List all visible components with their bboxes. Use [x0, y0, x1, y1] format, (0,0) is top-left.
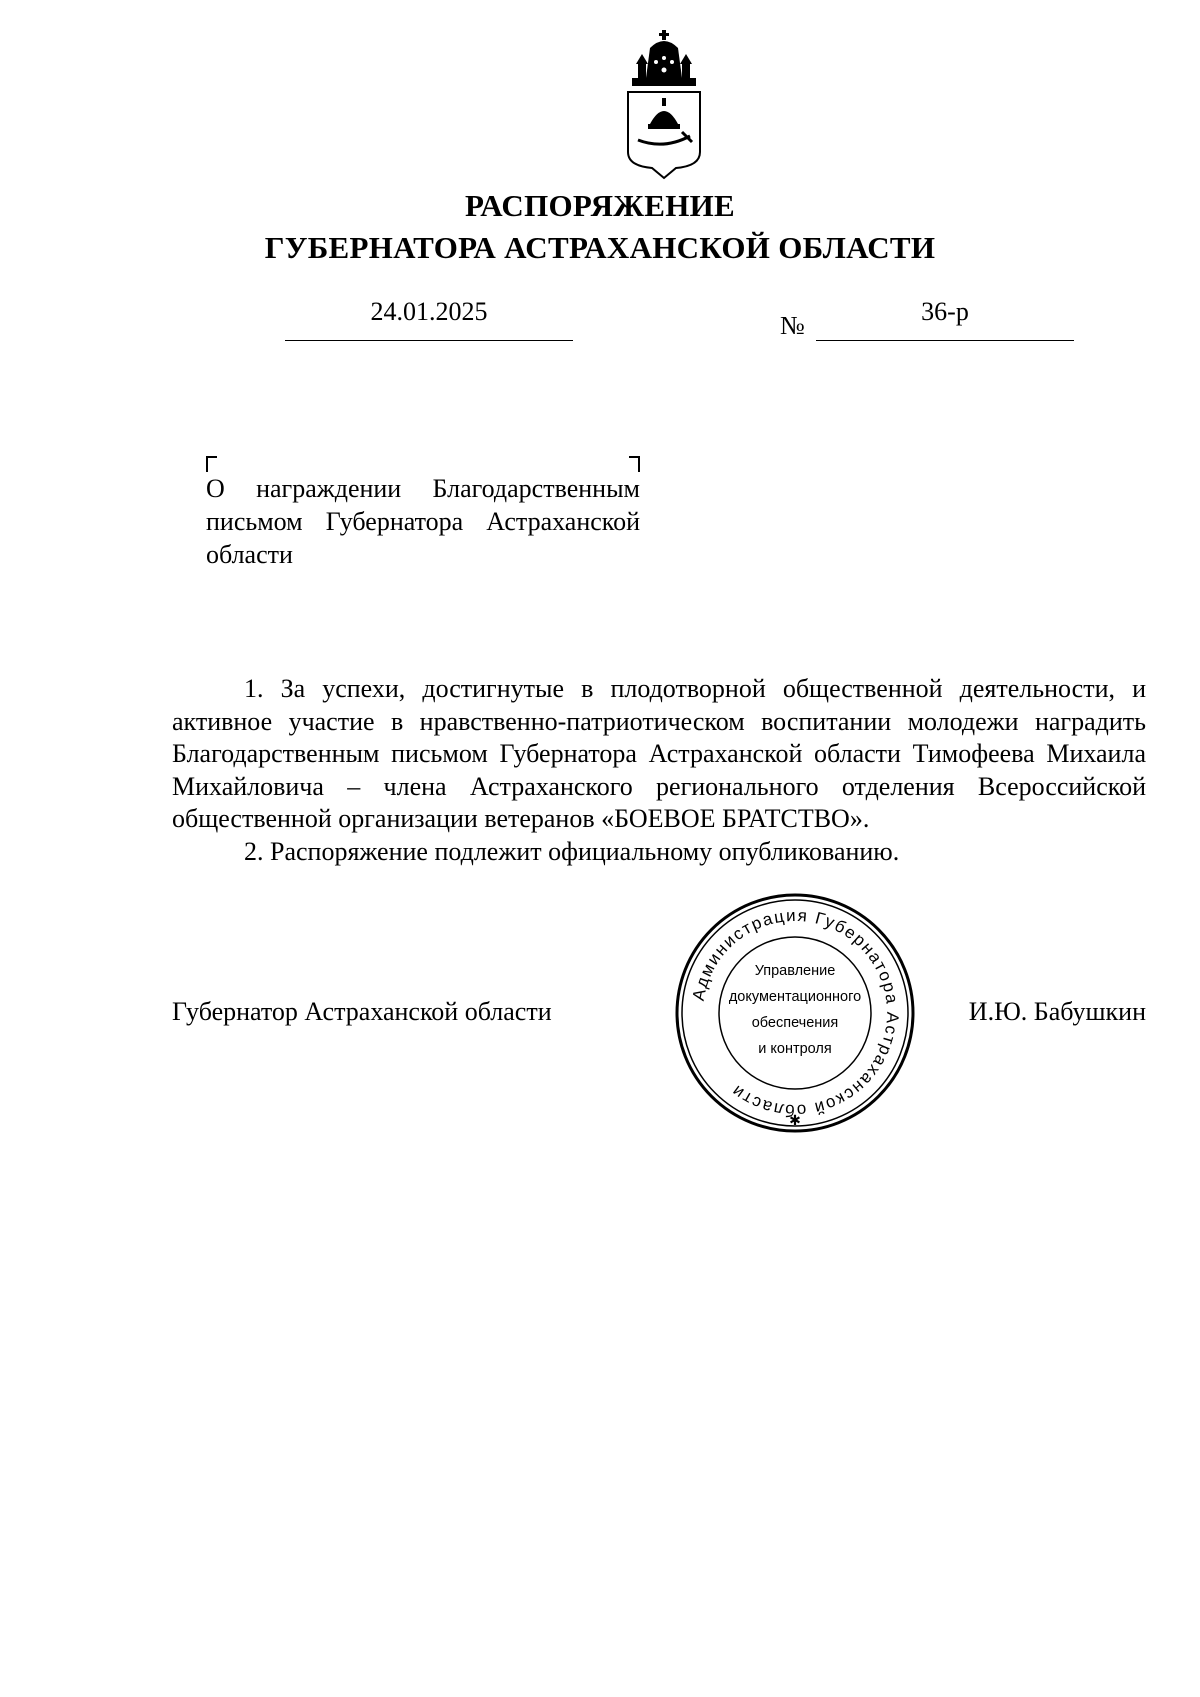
- number-underline: [816, 340, 1074, 341]
- coat-of-arms-emblem: [620, 28, 708, 180]
- stamp-center-line: Управление: [754, 963, 836, 979]
- document-date: 24.01.2025: [370, 297, 488, 326]
- stamp-center-line: и контроля: [758, 1041, 832, 1057]
- document-subject: [206, 472, 640, 571]
- document-title: РАСПОРЯЖЕНИЕ: [464, 188, 736, 223]
- date-underline: [285, 340, 573, 341]
- signatory-name: И.Ю. Бабушкин: [968, 997, 1146, 1026]
- subject-line: области: [206, 540, 293, 569]
- document-body: [172, 673, 1146, 868]
- paragraph-2: 2. Распоряжение подлежит официальному опубликованию.: [244, 836, 900, 866]
- number-sign: №: [780, 311, 805, 340]
- paragraph-1: 1. За успехи, достигнутые в плодотворной общественной деятельности, и активное участие в нравственно-патриотическом воспитании молодежи наградить Благодарственным письмом Губернатора Астраханской области Тимофеева Михаила Михайловича – члена Астраханского регионального отделения Всероссийской общественной организации ветеранов «БОЕВОЕ БРАТСТВО».: [172, 674, 1146, 833]
- subject-corner-left: [206, 456, 217, 472]
- stamp-star-icon: ✱: [789, 1114, 801, 1129]
- document-number: 36-р: [921, 297, 969, 326]
- stamp-center-line: документационного: [728, 989, 862, 1005]
- stamp-center-line: обеспечения: [751, 1015, 839, 1031]
- subject-line: письмом Губернатора Астраханской: [206, 507, 640, 536]
- stamp-outer-text: Администрация Губернатора Астраханской области: [688, 905, 903, 1121]
- stamp-center-text: [722, 958, 868, 1062]
- issuer-title: ГУБЕРНАТОРА АСТРАХАНСКОЙ ОБЛАСТИ: [264, 230, 936, 265]
- subject-line: О награждении Благодарственным: [206, 474, 640, 503]
- subject-corner-right: [629, 456, 640, 472]
- signatory-position: Губернатор Астраханской области: [172, 997, 552, 1026]
